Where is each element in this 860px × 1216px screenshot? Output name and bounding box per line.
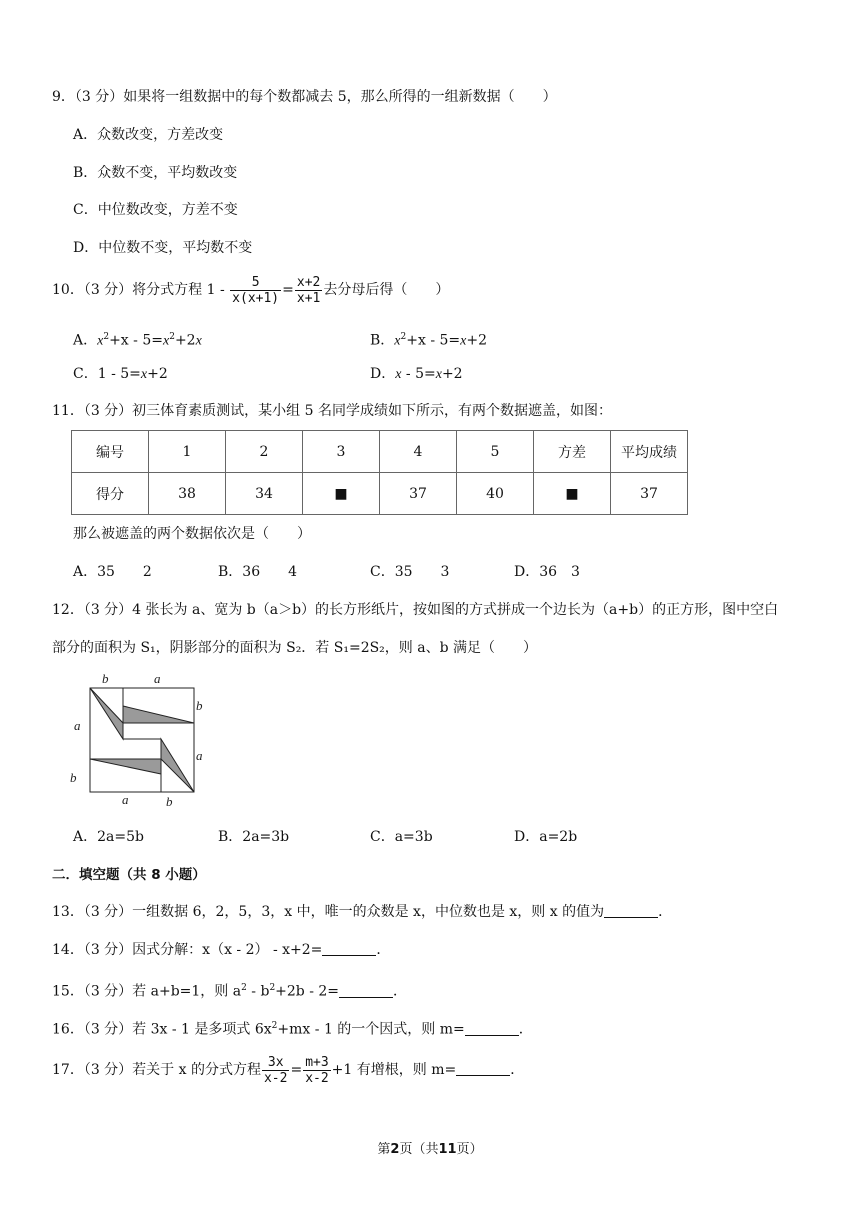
q12-option-b: B．2a=3b xyxy=(218,829,290,845)
table-row xyxy=(72,431,688,473)
figure-label: a xyxy=(196,748,203,763)
figure-label: b xyxy=(102,671,109,686)
q11-stem: 11．（3 分）初三体育素质测试，某小组 5 名同学成绩如下所示，有两个数据遮盖，如图： xyxy=(52,403,612,419)
q10-stem: 10．（3 分）将分式方程 1 - $\frac{5}{x(x+1)}$ = $\frac{x+2}{x+1}$ 去分母后得（ ） xyxy=(52,274,450,306)
q12-option-a: A．2a=5b xyxy=(73,829,144,845)
rectangles-figure xyxy=(62,668,222,812)
table-cell: 3 xyxy=(303,431,380,473)
page-footer: 第2页（共11页） xyxy=(377,1142,483,1157)
table-cell: 编号 xyxy=(72,431,149,473)
q10-fraction-2: $\frac{x+2}{x+1}$ xyxy=(296,274,321,306)
figure-label: b xyxy=(70,770,77,785)
answer-blank[interactable] xyxy=(604,903,658,918)
table-cell: 4 xyxy=(380,431,457,473)
table-cell: 38 xyxy=(149,473,226,515)
answer-blank[interactable] xyxy=(465,1021,519,1036)
q17-fraction-1: $\frac{3x}{x-2}$ xyxy=(263,1054,288,1086)
table-cell: 37 xyxy=(611,473,688,515)
q11-option-d: D．36 3 xyxy=(514,564,580,580)
table-row xyxy=(72,473,688,515)
table-cell: 1 xyxy=(149,431,226,473)
q12-option-d: D．a=2b xyxy=(514,829,578,845)
table-cell: 方差 xyxy=(534,431,611,473)
answer-blank[interactable] xyxy=(456,1061,510,1076)
q10-option-b: B．$x^2+x - 5=x+2$ xyxy=(370,332,488,349)
section-heading: 二．填空题（共 8 小题） xyxy=(52,867,206,883)
q17: 17．（3 分）若关于 x 的分式方程 $\frac{3x}{x-2}$ = $\frac{m+3}{x-2}$ +1 有增根，则 m= ． xyxy=(52,1054,525,1086)
q14: 14．（3 分）因式分解：x（x - 2） - x+2= ． xyxy=(52,942,391,958)
figure-label: b xyxy=(166,794,173,809)
q12-stem-2: 部分的面积为 S₁，阴影部分的面积为 S₂．若 S₁=2S₂，则 a、b 满足（ ） xyxy=(52,640,538,656)
figure-label: a xyxy=(154,671,161,686)
q15: 15．（3 分）若 a+b=1，则 $a^2 - b^2+2b - 2=$ ． xyxy=(52,983,408,1000)
q9-option-d: D．中位数不变，平均数不变 xyxy=(73,240,253,256)
q11-after: 那么被遮盖的两个数据依次是（ ） xyxy=(73,526,311,542)
q12-option-c: C．a=3b xyxy=(370,829,433,845)
q9-option-c: C．中位数改变，方差不变 xyxy=(73,202,238,218)
answer-blank[interactable] xyxy=(322,941,376,956)
table-cell: 得分 xyxy=(72,473,149,515)
table-cell: 40 xyxy=(457,473,534,515)
q11-option-c: C．35 3 xyxy=(370,564,450,580)
q13: 13．（3 分）一组数据 6，2，5，3，x 中，唯一的众数是 x，中位数也是 x，则 x 的值为 ． xyxy=(52,904,673,920)
q11-option-a: A．35 2 xyxy=(73,564,152,580)
q9-option-b: B．众数不变，平均数改变 xyxy=(73,165,238,181)
q10-option-d: D．x - 5=x+2 xyxy=(370,366,463,382)
answer-blank[interactable] xyxy=(339,983,393,998)
table-cell: 37 xyxy=(380,473,457,515)
masked-cell: ■ xyxy=(303,473,380,515)
figure-label: a xyxy=(74,718,81,733)
q10-option-c: C．1 - 5=x+2 xyxy=(73,366,168,382)
table-cell: 平均成绩 xyxy=(611,431,688,473)
masked-cell: ■ xyxy=(534,473,611,515)
q17-fraction-2: $\frac{m+3}{x-2}$ xyxy=(305,1054,329,1086)
q10-option-a: A．$x^2+x - 5=x^2+2x$ xyxy=(73,332,202,349)
q10-fraction-1: $\frac{5}{x(x+1)}$ xyxy=(232,274,280,306)
q11-option-b: B．36 4 xyxy=(218,564,298,580)
q9-stem: 9．（3 分）如果将一组数据中的每个数都减去 5，那么所得的一组新数据（ ） xyxy=(52,89,557,105)
q9-option-a: A．众数改变，方差改变 xyxy=(73,127,224,143)
table-cell: 2 xyxy=(226,431,303,473)
q12-stem-1: 12．（3 分）4 张长为 a、宽为 b（a＞b）的长方形纸片，按如图的方式拼成一个边长为（a+b）的正方形，图中空白 xyxy=(52,602,779,618)
figure-label: a xyxy=(122,792,129,807)
q16: 16．（3 分）若 3x - 1 是多项式 $6x^2+mx - 1$ 的一个因式，则 m= ． xyxy=(52,1021,533,1038)
score-table xyxy=(71,430,688,515)
figure-label: b xyxy=(196,698,203,713)
table-cell: 34 xyxy=(226,473,303,515)
table-cell: 5 xyxy=(457,431,534,473)
